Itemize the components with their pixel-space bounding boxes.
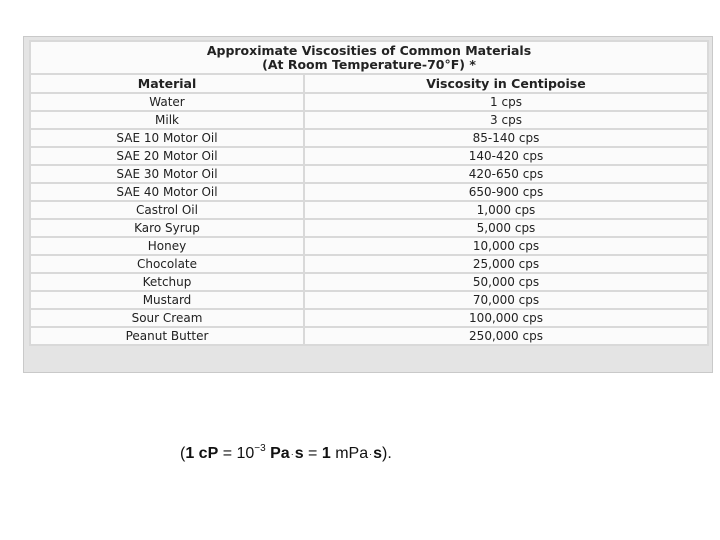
table-body xyxy=(30,93,708,345)
viscosity-cell: 650-900 cps xyxy=(304,183,708,201)
table-row xyxy=(30,111,708,129)
material-cell: SAE 20 Motor Oil xyxy=(30,147,304,165)
material-cell: Ketchup xyxy=(30,273,304,291)
table-row xyxy=(30,183,708,201)
material-cell: Castrol Oil xyxy=(30,201,304,219)
viscosity-cell: 420-650 cps xyxy=(304,165,708,183)
viscosity-cell: 3 cps xyxy=(304,111,708,129)
viscosity-cell: 50,000 cps xyxy=(304,273,708,291)
header-material: Material xyxy=(30,74,304,93)
formula-dot-1: · xyxy=(290,449,294,459)
formula-exponent: −3 xyxy=(254,443,266,454)
header-row xyxy=(30,74,708,93)
material-cell: Mustard xyxy=(30,291,304,309)
table-row xyxy=(30,129,708,147)
formula-one: 1 xyxy=(321,445,331,462)
viscosity-cell: 85-140 cps xyxy=(304,129,708,147)
material-cell: Milk xyxy=(30,111,304,129)
formula-one-cp: 1 cP xyxy=(185,445,219,462)
formula-equals-ten: = 10 xyxy=(218,445,255,462)
material-cell: Sour Cream xyxy=(30,309,304,327)
formula-pa: Pa xyxy=(265,445,290,462)
viscosity-cell: 1,000 cps xyxy=(304,201,708,219)
material-cell: SAE 30 Motor Oil xyxy=(30,165,304,183)
viscosity-cell: 10,000 cps xyxy=(304,237,708,255)
material-cell: Peanut Butter xyxy=(30,327,304,345)
formula-open-paren: ( xyxy=(180,445,186,462)
formula-s-2: s xyxy=(373,445,382,462)
table-row xyxy=(30,93,708,111)
header-viscosity: Viscosity in Centipoise xyxy=(304,74,708,93)
material-cell: Water xyxy=(30,93,304,111)
viscosity-cell: 250,000 cps xyxy=(304,327,708,345)
table-title-line-2: (At Room Temperature-70°F) * xyxy=(262,57,476,72)
table-row xyxy=(30,255,708,273)
material-cell: SAE 40 Motor Oil xyxy=(30,183,304,201)
viscosity-cell: 5,000 cps xyxy=(304,219,708,237)
table-row xyxy=(30,309,708,327)
table-title xyxy=(30,41,708,74)
material-cell: Honey xyxy=(30,237,304,255)
viscosity-cell: 70,000 cps xyxy=(304,291,708,309)
viscosity-cell: 1 cps xyxy=(304,93,708,111)
material-cell: Chocolate xyxy=(30,255,304,273)
table-row xyxy=(30,219,708,237)
table-row xyxy=(30,273,708,291)
viscosity-cell: 140-420 cps xyxy=(304,147,708,165)
table-row xyxy=(30,291,708,309)
table-row xyxy=(30,201,708,219)
material-cell: Karo Syrup xyxy=(30,219,304,237)
formula-close: ). xyxy=(382,445,392,462)
formula-equals: = xyxy=(303,445,322,462)
formula-s-1: s xyxy=(294,445,304,462)
formula-mpa: mPa xyxy=(330,445,369,462)
table-row xyxy=(30,327,708,345)
material-cell: SAE 10 Motor Oil xyxy=(30,129,304,147)
table-row xyxy=(30,147,708,165)
unit-conversion-note xyxy=(180,443,392,463)
table-row xyxy=(30,165,708,183)
viscosity-table-frame xyxy=(23,36,713,373)
table-row xyxy=(30,237,708,255)
viscosity-table xyxy=(29,40,709,346)
viscosity-cell: 25,000 cps xyxy=(304,255,708,273)
table-title-line-1: Approximate Viscosities of Common Materials xyxy=(206,43,532,58)
formula-dot-2: · xyxy=(369,449,373,459)
viscosity-cell: 100,000 cps xyxy=(304,309,708,327)
